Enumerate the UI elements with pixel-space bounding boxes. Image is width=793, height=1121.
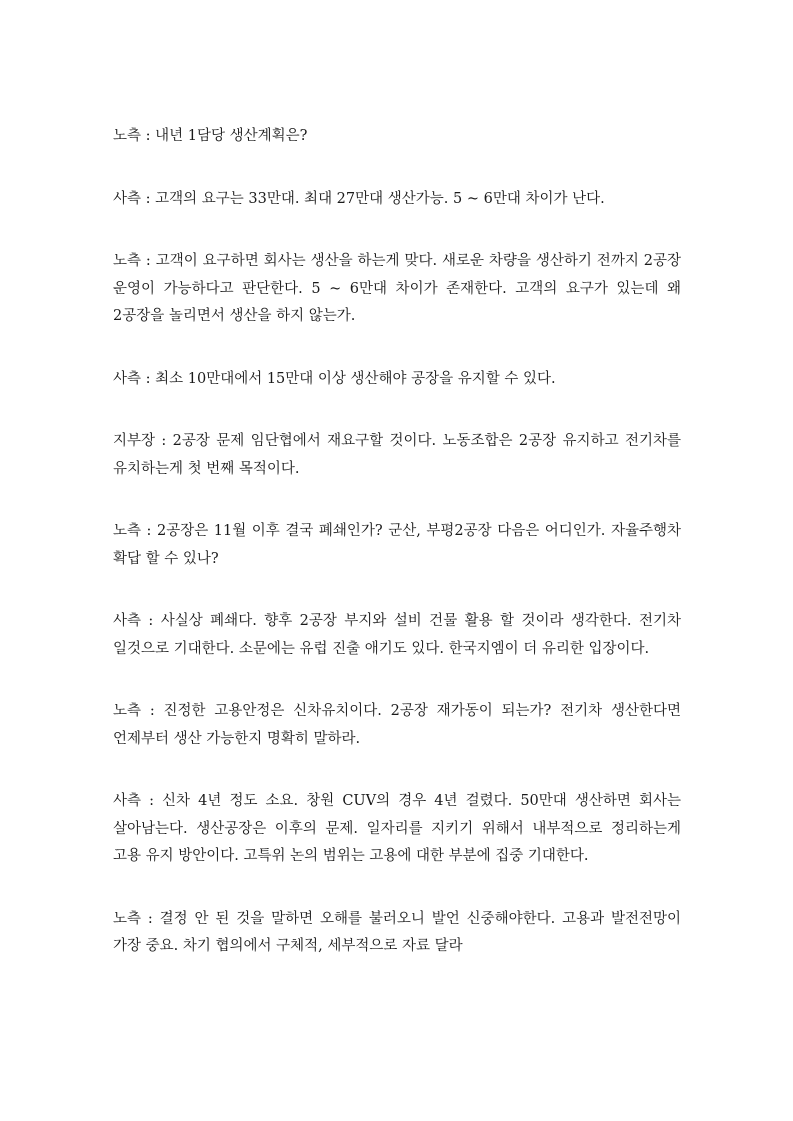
paragraph-2: 사측 : 고객의 요구는 33만대. 최대 27만대 생산가능. 5 ~ 6만대 차이가 난다. [113,190,605,207]
paragraph-1: 노측 : 내년 1담당 생산계획은? [113,128,308,144]
paragraph-7: 사측 : 사실상 폐쇄다. 향후 2공장 부지와 설비 건물 활용 할 것이라 생각한다. 전기차 일것으로 기대한다. 소문에는 유럽 진출 애기도 있다. 한국지엠이 더 유리한 입장이다. [113,613,681,657]
paragraph-8: 노측 : 진정한 고용안정은 신차유치이다. 2공장 재가동이 되는가? 전기차 생산한다면 언제부터 생산 가능한지 명확히 말하라. [113,703,681,747]
paragraph-10: 노측 : 결정 안 된 것을 말하면 오해를 불러오니 발언 신중해야한다. 고용과 발전전망이 가장 중요. 차기 협의에서 구체적, 세부적으로 자료 달라 [113,910,681,954]
paragraph-4: 사측 : 최소 10만대에서 15만대 이상 생산해야 공장을 유지할 수 있다. [113,370,556,387]
meeting-minutes-body [113,123,681,996]
paragraph-3: 노측 : 고객이 요구하면 회사는 생산을 하는게 맞다. 새로운 차량을 생산하기 전까지 2공장 운영이 가능하다고 판단한다. 5 ~ 6만대 차이가 존재한다. 고객의 요구가 있는데 왜 2공장을 놀리면서 생산을 하지 않는가. [113,253,681,324]
paragraph-6: 노측 : 2공장은 11월 이후 결국 폐쇄인가? 군산, 부평2공장 다음은 어디인가. 자율주행차 확답 할 수 있나? [113,523,681,567]
paragraph-5: 지부장 : 2공장 문제 임단협에서 재요구할 것이다. 노동조합은 2공장 유지하고 전기차를 유치하는게 첫 번째 목적이다. [113,433,681,477]
paragraph-9: 사측 : 신차 4년 정도 소요. 창원 CUV의 경우 4년 걸렸다. 50만대 생산하면 회사는 살아남는다. 생산공장은 이후의 문제. 일자리를 지키기 위해서 내부적으로 정리하는게 고용 유지 방안이다. 고특위 논의 범위는 고용에 대한 부분에 집중 기대한다. [113,793,681,864]
